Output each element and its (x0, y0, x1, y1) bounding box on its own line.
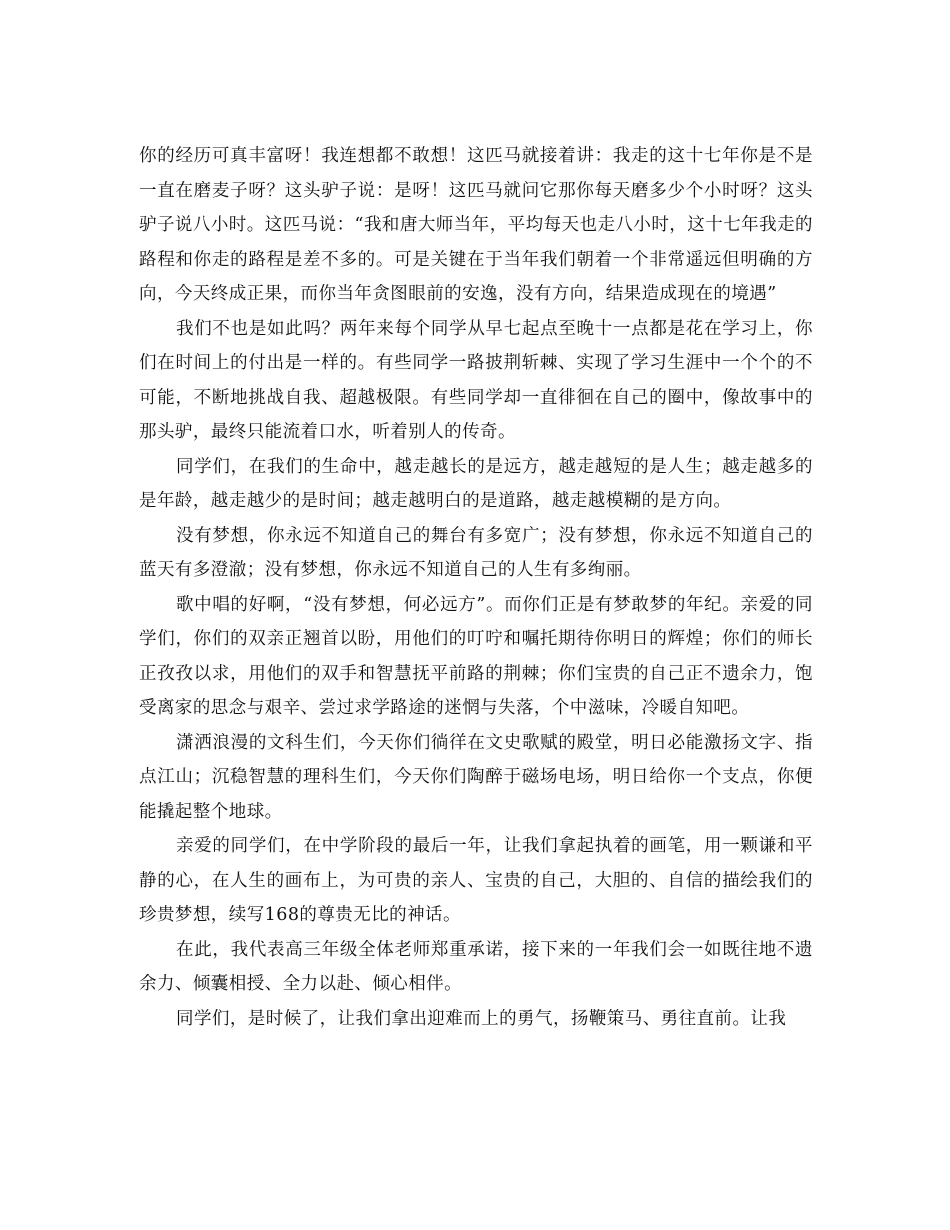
paragraph-1: 你的经历可真丰富呀！我连想都不敢想！这匹马就接着讲：我走的这十七年你是不是一直在磨麦子呀？这头驴子说：是呀！这匹马就问它那你每天磨多少个小时呀？这头驴子说八小时。这匹马说：“我和唐大师当年，平均每天也走八小时，这十七年我走的路程和你走的路程是差不多的。可是关键在于当年我们朝着一个非常遥远但明确的方向，今天终成正果，而你当年贪图眼前的安逸，没有方向，结果造成现在的境遇” (139, 146, 813, 304)
paragraph-8: 在此，我代表高三年级全体老师郑重承诺，接下来的一年我们会一如既往地不遗余力、倾囊相授、全力以赴、倾心相伴。 (139, 939, 813, 994)
paragraph-4: 没有梦想，你永远不知道自己的舞台有多宽广；没有梦想，你永远不知道自己的蓝天有多澄澈；没有梦想，你永远不知道自己的人生有多绚丽。 (139, 525, 813, 580)
paragraph-7: 亲爱的同学们，在中学阶段的最后一年，让我们拿起执着的画笔，用一颗谦和平静的心，在人生的画布上，为可贵的亲人、宝贵的自己，大胆的、自信的描绘我们的珍贵梦想，续写168的尊贵无比的神话。 (139, 836, 813, 925)
paragraph-5: 歌中唱的好啊，“没有梦想，何必远方”。而你们正是有梦敢梦的年纪。亲爱的同学们，你们的双亲正翘首以盼，用他们的叮咛和嘱托期待你明日的辉煌；你们的师长正孜孜以求，用他们的双手和智慧抚平前路的荆棘；你们宝贵的自己正不遗余力，饱受离家的思念与艰辛、尝过求学路途的迷惘与失落，个中滋味，冷暖自知吧。 (139, 594, 813, 718)
paragraph-6: 潇洒浪漫的文科生们，今天你们徜徉在文史歌赋的殿堂，明日必能激扬文字、指点江山；沉稳智慧的理科生们，今天你们陶醉于磁场电场，明日给你一个支点，你便能撬起整个地球。 (139, 732, 813, 822)
paragraph-3: 同学们，在我们的生命中，越走越长的是远方，越走越短的是人生；越走越多的是年龄，越走越少的是时间；越走越明白的是道路，越走越模糊的是方向。 (139, 456, 813, 511)
paragraph-2: 我们不也是如此吗？两年来每个同学从早七起点至晚十一点都是花在学习上，你们在时间上的付出是一样的。有些同学一路披荆斩棘、实现了学习生涯中一个个的不可能，不断地挑战自我、超越极限。有些同学却一直徘徊在自己的圈中，像故事中的那头驴，最终只能流着口水，听着别人的传奇。 (139, 318, 813, 442)
document-body (139, 139, 813, 1036)
paragraph-9: 同学们，是时候了，让我们拿出迎难而上的勇气，扬鞭策马、勇往直前。让我 (176, 1008, 787, 1029)
